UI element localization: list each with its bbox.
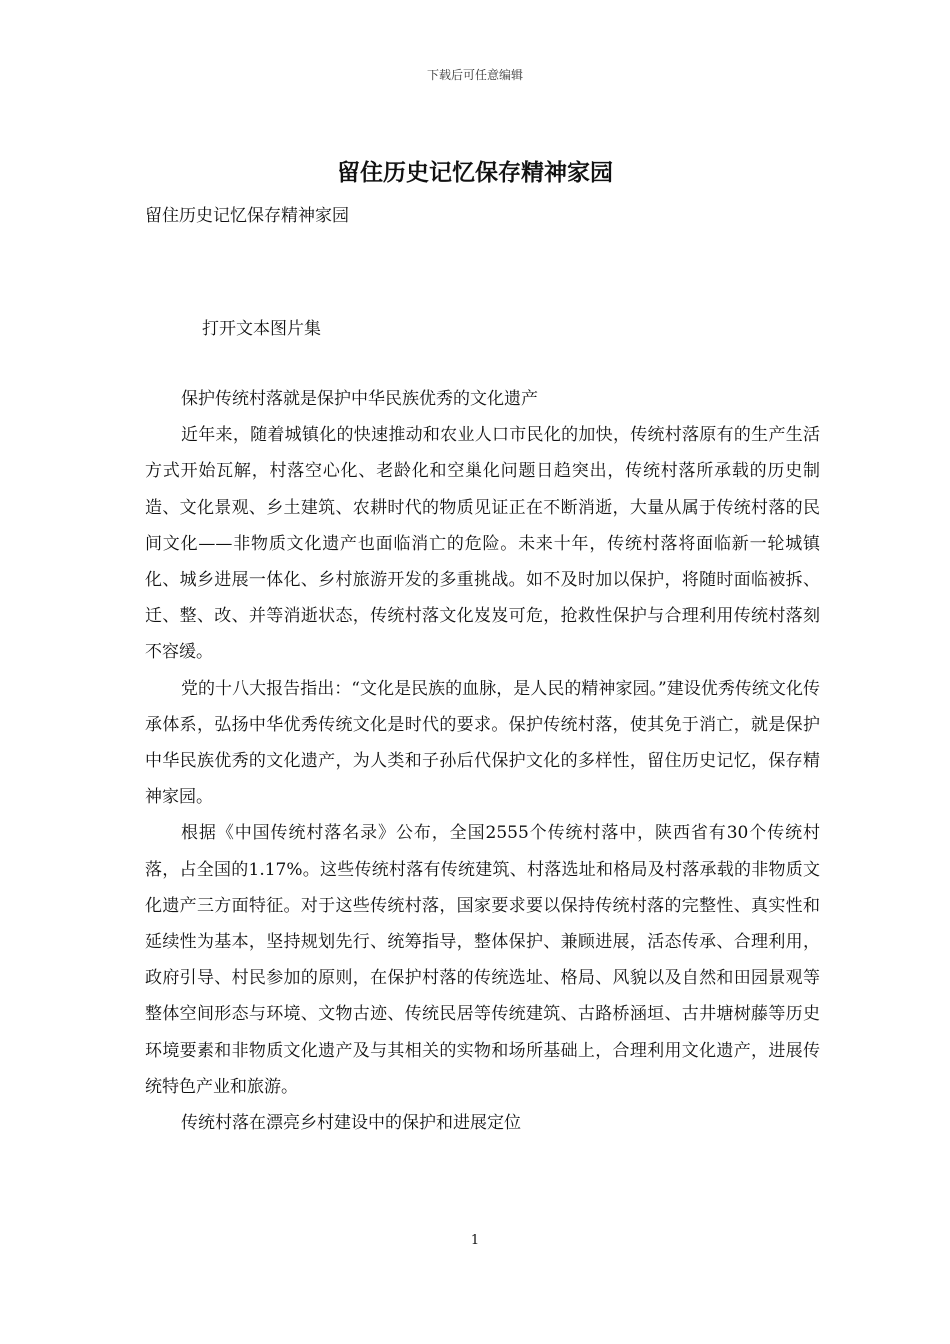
document-subtitle: 留住历史记忆保存精神家园 — [145, 206, 349, 226]
paragraph-urbanization: 近年来，随着城镇化的快速推动和农业人口市民化的加快，传统村落原有的生产生活方式开始瓦解，村落空心化、老龄化和空巢化问题日趋突出，传统村落所承载的历史制造、文化景观、乡土建筑、农耕时代的物质见证正在不断消逝，大量从属于传统村落的民间文化——非物质文化遗产也面临消亡的危险。未来十年，传统村落将面临新一轮城镇化、城乡进展一体化、乡村旅游开发的多重挑战。如不及时加以保护，将随时面临被拆、迁、整、改、并等消逝状态，传统村落文化岌岌可危，抢救性保护与合理利用传统村落刻不容缓。 — [145, 425, 820, 663]
section-heading-protection: 保护传统村落就是保护中华民族优秀的文化遗产 — [181, 389, 538, 409]
header-note: 下载后可任意编辑 — [426, 68, 523, 82]
section-heading-positioning: 传统村落在漂亮乡村建设中的保护和进展定位 — [181, 1113, 521, 1134]
paragraph-village-directory: 根据《中国传统村落名录》公布，全国2555个传统村落中，陕西省有30个传统村落，占全国的1.17%。这些传统村落有传统建筑、村落选址和格局及村落承载的非物质文化遗产三方面特征。对于这些传统村落，国家要求要以保持传统村落的完整性、真实性和延续性为基本，坚持规划先行、统筹指导，整体保护、兼顾进展，活态传承、合理利用，政府引导、村民参加的原则，在保护村落的传统选址、格局、风貌以及自然和田园景观等整体空间形态与环境、文物古迹、传统民居等传统建筑、古路桥涵垣、古井塘树藤等历史环境要素和非物质文化遗产及与其相关的实物和场所基础上，合理利用文化遗产，进展传统特色产业和旅游。 — [145, 823, 820, 1097]
document-title: 留住历史记忆保存精神家园 — [337, 159, 613, 186]
page-number: 1 — [470, 1233, 480, 1248]
open-image-gallery-link[interactable]: 打开文本图片集 — [202, 319, 321, 339]
paragraph-party-report: 党的十八大报告指出：“文化是民族的血脉，是人民的精神家园。”建设优秀传统文化传承体系，弘扬中华优秀传统文化是时代的要求。保护传统村落，使其免于消亡，就是保护中华民族优秀的文化遗产，为人类和子孙后代保护文化的多样性，留住历史记忆，保存精神家园。 — [145, 678, 820, 808]
article-body — [145, 381, 820, 1141]
